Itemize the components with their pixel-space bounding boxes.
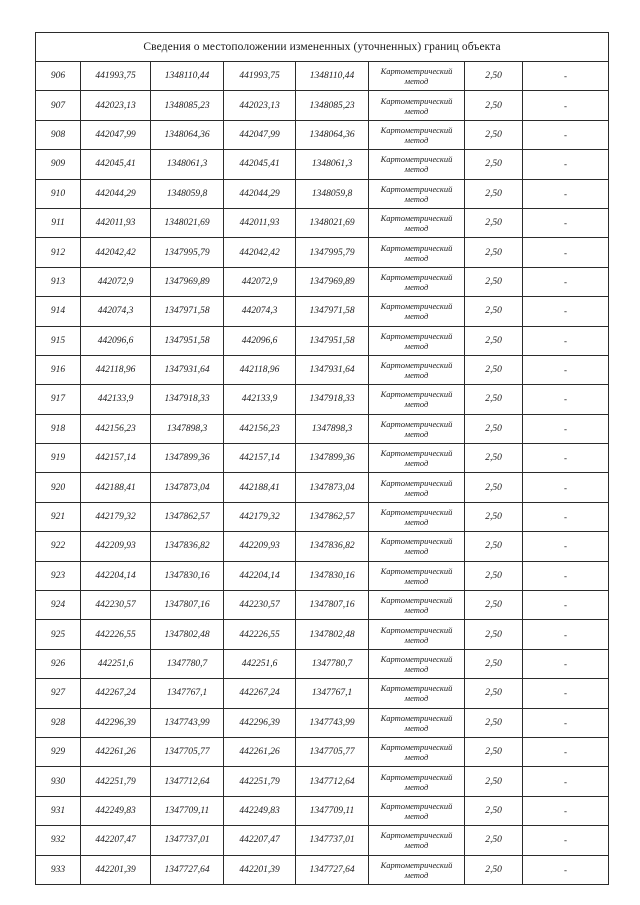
refined-x-cell: 442156,23 (224, 414, 296, 443)
note-cell: - (523, 444, 609, 473)
note-cell: - (523, 150, 609, 179)
table-row (36, 649, 609, 678)
note-cell: - (523, 737, 609, 766)
point-number-cell: 913 (36, 267, 81, 296)
refined-x-cell: 442207,47 (224, 826, 296, 855)
refined-y-cell: 1348021,69 (296, 208, 369, 237)
refined-x-cell: 442118,96 (224, 355, 296, 384)
note-cell: - (523, 826, 609, 855)
refined-x-cell: 442204,14 (224, 561, 296, 590)
refined-x-cell: 442045,41 (224, 150, 296, 179)
table-body (36, 33, 609, 885)
point-number-cell: 918 (36, 414, 81, 443)
existing-x-cell: 442072,9 (81, 267, 151, 296)
note-cell: - (523, 708, 609, 737)
method-cell: Картометрический метод (369, 561, 465, 590)
existing-y-cell: 1348064,36 (151, 120, 224, 149)
table-row (36, 355, 609, 384)
accuracy-cell: 2,50 (465, 737, 523, 766)
refined-x-cell: 442044,29 (224, 179, 296, 208)
existing-x-cell: 442023,13 (81, 91, 151, 120)
table-row (36, 679, 609, 708)
method-cell: Картометрический метод (369, 679, 465, 708)
existing-x-cell: 442251,6 (81, 649, 151, 678)
accuracy-cell: 2,50 (465, 532, 523, 561)
note-cell: - (523, 679, 609, 708)
point-number-cell: 921 (36, 502, 81, 531)
existing-x-cell: 442207,47 (81, 826, 151, 855)
method-cell: Картометрический метод (369, 708, 465, 737)
refined-y-cell: 1347830,16 (296, 561, 369, 590)
method-cell: Картометрический метод (369, 737, 465, 766)
accuracy-cell: 2,50 (465, 855, 523, 884)
refined-x-cell: 442074,3 (224, 297, 296, 326)
point-number-cell: 915 (36, 326, 81, 355)
accuracy-cell: 2,50 (465, 326, 523, 355)
point-number-cell: 919 (36, 444, 81, 473)
existing-x-cell: 442201,39 (81, 855, 151, 884)
existing-x-cell: 442230,57 (81, 591, 151, 620)
note-cell: - (523, 561, 609, 590)
existing-y-cell: 1348061,3 (151, 150, 224, 179)
note-cell: - (523, 62, 609, 91)
existing-x-cell: 442296,39 (81, 708, 151, 737)
refined-x-cell: 442023,13 (224, 91, 296, 120)
table-row (36, 297, 609, 326)
existing-x-cell: 442133,9 (81, 385, 151, 414)
accuracy-cell: 2,50 (465, 649, 523, 678)
existing-y-cell: 1347767,1 (151, 679, 224, 708)
refined-x-cell: 441993,75 (224, 62, 296, 91)
existing-y-cell: 1347951,58 (151, 326, 224, 355)
existing-y-cell: 1348059,8 (151, 179, 224, 208)
existing-y-cell: 1347807,16 (151, 591, 224, 620)
table-row (36, 120, 609, 149)
refined-y-cell: 1347971,58 (296, 297, 369, 326)
point-number-cell: 911 (36, 208, 81, 237)
table-row (36, 326, 609, 355)
table-row (36, 620, 609, 649)
refined-y-cell: 1348059,8 (296, 179, 369, 208)
existing-y-cell: 1347737,01 (151, 826, 224, 855)
existing-x-cell: 442179,32 (81, 502, 151, 531)
refined-x-cell: 442230,57 (224, 591, 296, 620)
refined-y-cell: 1347767,1 (296, 679, 369, 708)
table-row (36, 737, 609, 766)
refined-x-cell: 442251,79 (224, 767, 296, 796)
method-cell: Картометрический метод (369, 620, 465, 649)
accuracy-cell: 2,50 (465, 591, 523, 620)
existing-x-cell: 442047,99 (81, 120, 151, 149)
accuracy-cell: 2,50 (465, 238, 523, 267)
existing-y-cell: 1347995,79 (151, 238, 224, 267)
table-title: Сведения о местоположении измененных (уточненных) границ объекта (36, 33, 609, 62)
refined-y-cell: 1347807,16 (296, 591, 369, 620)
refined-x-cell: 442188,41 (224, 473, 296, 502)
existing-y-cell: 1347836,82 (151, 532, 224, 561)
refined-x-cell: 442042,42 (224, 238, 296, 267)
accuracy-cell: 2,50 (465, 267, 523, 296)
point-number-cell: 929 (36, 737, 81, 766)
method-cell: Картометрический метод (369, 473, 465, 502)
existing-x-cell: 442249,83 (81, 796, 151, 825)
note-cell: - (523, 473, 609, 502)
refined-y-cell: 1347873,04 (296, 473, 369, 502)
point-number-cell: 907 (36, 91, 81, 120)
table-row (36, 473, 609, 502)
point-number-cell: 912 (36, 238, 81, 267)
existing-x-cell: 441993,75 (81, 62, 151, 91)
refined-y-cell: 1347995,79 (296, 238, 369, 267)
note-cell: - (523, 91, 609, 120)
refined-x-cell: 442251,6 (224, 649, 296, 678)
accuracy-cell: 2,50 (465, 120, 523, 149)
point-number-cell: 930 (36, 767, 81, 796)
point-number-cell: 923 (36, 561, 81, 590)
note-cell: - (523, 591, 609, 620)
existing-y-cell: 1347802,48 (151, 620, 224, 649)
existing-y-cell: 1347969,89 (151, 267, 224, 296)
refined-y-cell: 1347743,99 (296, 708, 369, 737)
existing-y-cell: 1348021,69 (151, 208, 224, 237)
refined-x-cell: 442096,6 (224, 326, 296, 355)
existing-x-cell: 442204,14 (81, 561, 151, 590)
existing-y-cell: 1347712,64 (151, 767, 224, 796)
existing-y-cell: 1347931,64 (151, 355, 224, 384)
refined-x-cell: 442261,26 (224, 737, 296, 766)
note-cell: - (523, 208, 609, 237)
table-title-row (36, 33, 609, 62)
refined-x-cell: 442267,24 (224, 679, 296, 708)
refined-y-cell: 1347802,48 (296, 620, 369, 649)
refined-x-cell: 442296,39 (224, 708, 296, 737)
table-row (36, 385, 609, 414)
note-cell: - (523, 120, 609, 149)
existing-y-cell: 1348085,23 (151, 91, 224, 120)
point-number-cell: 931 (36, 796, 81, 825)
table-row (36, 444, 609, 473)
point-number-cell: 932 (36, 826, 81, 855)
accuracy-cell: 2,50 (465, 826, 523, 855)
point-number-cell: 928 (36, 708, 81, 737)
method-cell: Картометрический метод (369, 826, 465, 855)
point-number-cell: 910 (36, 179, 81, 208)
point-number-cell: 920 (36, 473, 81, 502)
refined-y-cell: 1347709,11 (296, 796, 369, 825)
existing-y-cell: 1347780,7 (151, 649, 224, 678)
point-number-cell: 914 (36, 297, 81, 326)
table-row (36, 238, 609, 267)
method-cell: Картометрический метод (369, 355, 465, 384)
accuracy-cell: 2,50 (465, 91, 523, 120)
existing-y-cell: 1347727,64 (151, 855, 224, 884)
note-cell: - (523, 267, 609, 296)
existing-y-cell: 1348110,44 (151, 62, 224, 91)
refined-y-cell: 1348064,36 (296, 120, 369, 149)
note-cell: - (523, 238, 609, 267)
existing-x-cell: 442251,79 (81, 767, 151, 796)
existing-x-cell: 442188,41 (81, 473, 151, 502)
table-row (36, 150, 609, 179)
existing-y-cell: 1347899,36 (151, 444, 224, 473)
refined-y-cell: 1348061,3 (296, 150, 369, 179)
existing-x-cell: 442156,23 (81, 414, 151, 443)
method-cell: Картометрический метод (369, 796, 465, 825)
accuracy-cell: 2,50 (465, 62, 523, 91)
refined-y-cell: 1347836,82 (296, 532, 369, 561)
refined-y-cell: 1348085,23 (296, 91, 369, 120)
note-cell: - (523, 620, 609, 649)
accuracy-cell: 2,50 (465, 708, 523, 737)
accuracy-cell: 2,50 (465, 385, 523, 414)
method-cell: Картометрический метод (369, 62, 465, 91)
note-cell: - (523, 502, 609, 531)
refined-y-cell: 1347899,36 (296, 444, 369, 473)
existing-y-cell: 1347873,04 (151, 473, 224, 502)
existing-y-cell: 1347862,57 (151, 502, 224, 531)
existing-x-cell: 442118,96 (81, 355, 151, 384)
existing-y-cell: 1347830,16 (151, 561, 224, 590)
accuracy-cell: 2,50 (465, 561, 523, 590)
refined-x-cell: 442201,39 (224, 855, 296, 884)
point-number-cell: 925 (36, 620, 81, 649)
point-number-cell: 922 (36, 532, 81, 561)
refined-y-cell: 1347969,89 (296, 267, 369, 296)
table-row (36, 267, 609, 296)
existing-x-cell: 442044,29 (81, 179, 151, 208)
table-row (36, 591, 609, 620)
existing-x-cell: 442045,41 (81, 150, 151, 179)
refined-x-cell: 442226,55 (224, 620, 296, 649)
point-number-cell: 906 (36, 62, 81, 91)
note-cell: - (523, 179, 609, 208)
refined-y-cell: 1347780,7 (296, 649, 369, 678)
note-cell: - (523, 355, 609, 384)
note-cell: - (523, 385, 609, 414)
point-number-cell: 908 (36, 120, 81, 149)
method-cell: Картометрический метод (369, 267, 465, 296)
existing-x-cell: 442209,93 (81, 532, 151, 561)
accuracy-cell: 2,50 (465, 297, 523, 326)
table-row (36, 767, 609, 796)
method-cell: Картометрический метод (369, 414, 465, 443)
note-cell: - (523, 767, 609, 796)
method-cell: Картометрический метод (369, 326, 465, 355)
accuracy-cell: 2,50 (465, 208, 523, 237)
table-row (36, 561, 609, 590)
note-cell: - (523, 796, 609, 825)
accuracy-cell: 2,50 (465, 444, 523, 473)
existing-x-cell: 442157,14 (81, 444, 151, 473)
method-cell: Картометрический метод (369, 91, 465, 120)
accuracy-cell: 2,50 (465, 473, 523, 502)
method-cell: Картометрический метод (369, 179, 465, 208)
table-row (36, 414, 609, 443)
note-cell: - (523, 855, 609, 884)
method-cell: Картометрический метод (369, 649, 465, 678)
refined-x-cell: 442072,9 (224, 267, 296, 296)
existing-x-cell: 442011,93 (81, 208, 151, 237)
accuracy-cell: 2,50 (465, 767, 523, 796)
accuracy-cell: 2,50 (465, 502, 523, 531)
method-cell: Картометрический метод (369, 855, 465, 884)
refined-y-cell: 1347705,77 (296, 737, 369, 766)
existing-y-cell: 1347898,3 (151, 414, 224, 443)
refined-y-cell: 1347918,33 (296, 385, 369, 414)
accuracy-cell: 2,50 (465, 679, 523, 708)
table-row (36, 208, 609, 237)
method-cell: Картометрический метод (369, 120, 465, 149)
refined-x-cell: 442011,93 (224, 208, 296, 237)
refined-y-cell: 1347951,58 (296, 326, 369, 355)
point-number-cell: 924 (36, 591, 81, 620)
table-row (36, 796, 609, 825)
table-row (36, 708, 609, 737)
refined-x-cell: 442133,9 (224, 385, 296, 414)
note-cell: - (523, 649, 609, 678)
existing-y-cell: 1347743,99 (151, 708, 224, 737)
accuracy-cell: 2,50 (465, 150, 523, 179)
existing-y-cell: 1347705,77 (151, 737, 224, 766)
boundary-coordinates-table (35, 32, 609, 885)
table-row (36, 179, 609, 208)
point-number-cell: 916 (36, 355, 81, 384)
accuracy-cell: 2,50 (465, 414, 523, 443)
refined-y-cell: 1348110,44 (296, 62, 369, 91)
refined-y-cell: 1347737,01 (296, 826, 369, 855)
table-row (36, 91, 609, 120)
point-number-cell: 926 (36, 649, 81, 678)
accuracy-cell: 2,50 (465, 796, 523, 825)
refined-x-cell: 442209,93 (224, 532, 296, 561)
note-cell: - (523, 532, 609, 561)
refined-y-cell: 1347898,3 (296, 414, 369, 443)
note-cell: - (523, 414, 609, 443)
method-cell: Картометрический метод (369, 150, 465, 179)
method-cell: Картометрический метод (369, 767, 465, 796)
existing-x-cell: 442267,24 (81, 679, 151, 708)
note-cell: - (523, 326, 609, 355)
method-cell: Картометрический метод (369, 208, 465, 237)
refined-x-cell: 442047,99 (224, 120, 296, 149)
table-row (36, 62, 609, 91)
existing-x-cell: 442261,26 (81, 737, 151, 766)
existing-y-cell: 1347971,58 (151, 297, 224, 326)
document-page (35, 32, 608, 885)
method-cell: Картометрический метод (369, 591, 465, 620)
refined-y-cell: 1347712,64 (296, 767, 369, 796)
method-cell: Картометрический метод (369, 238, 465, 267)
refined-y-cell: 1347862,57 (296, 502, 369, 531)
refined-x-cell: 442157,14 (224, 444, 296, 473)
method-cell: Картометрический метод (369, 532, 465, 561)
method-cell: Картометрический метод (369, 502, 465, 531)
table-row (36, 502, 609, 531)
existing-y-cell: 1347709,11 (151, 796, 224, 825)
table-row (36, 855, 609, 884)
refined-y-cell: 1347931,64 (296, 355, 369, 384)
refined-y-cell: 1347727,64 (296, 855, 369, 884)
existing-x-cell: 442074,3 (81, 297, 151, 326)
note-cell: - (523, 297, 609, 326)
point-number-cell: 933 (36, 855, 81, 884)
point-number-cell: 927 (36, 679, 81, 708)
accuracy-cell: 2,50 (465, 179, 523, 208)
method-cell: Картометрический метод (369, 444, 465, 473)
existing-y-cell: 1347918,33 (151, 385, 224, 414)
existing-x-cell: 442042,42 (81, 238, 151, 267)
accuracy-cell: 2,50 (465, 355, 523, 384)
method-cell: Картометрический метод (369, 385, 465, 414)
accuracy-cell: 2,50 (465, 620, 523, 649)
point-number-cell: 909 (36, 150, 81, 179)
existing-x-cell: 442096,6 (81, 326, 151, 355)
refined-x-cell: 442179,32 (224, 502, 296, 531)
point-number-cell: 917 (36, 385, 81, 414)
refined-x-cell: 442249,83 (224, 796, 296, 825)
table-row (36, 826, 609, 855)
method-cell: Картометрический метод (369, 297, 465, 326)
table-row (36, 532, 609, 561)
existing-x-cell: 442226,55 (81, 620, 151, 649)
